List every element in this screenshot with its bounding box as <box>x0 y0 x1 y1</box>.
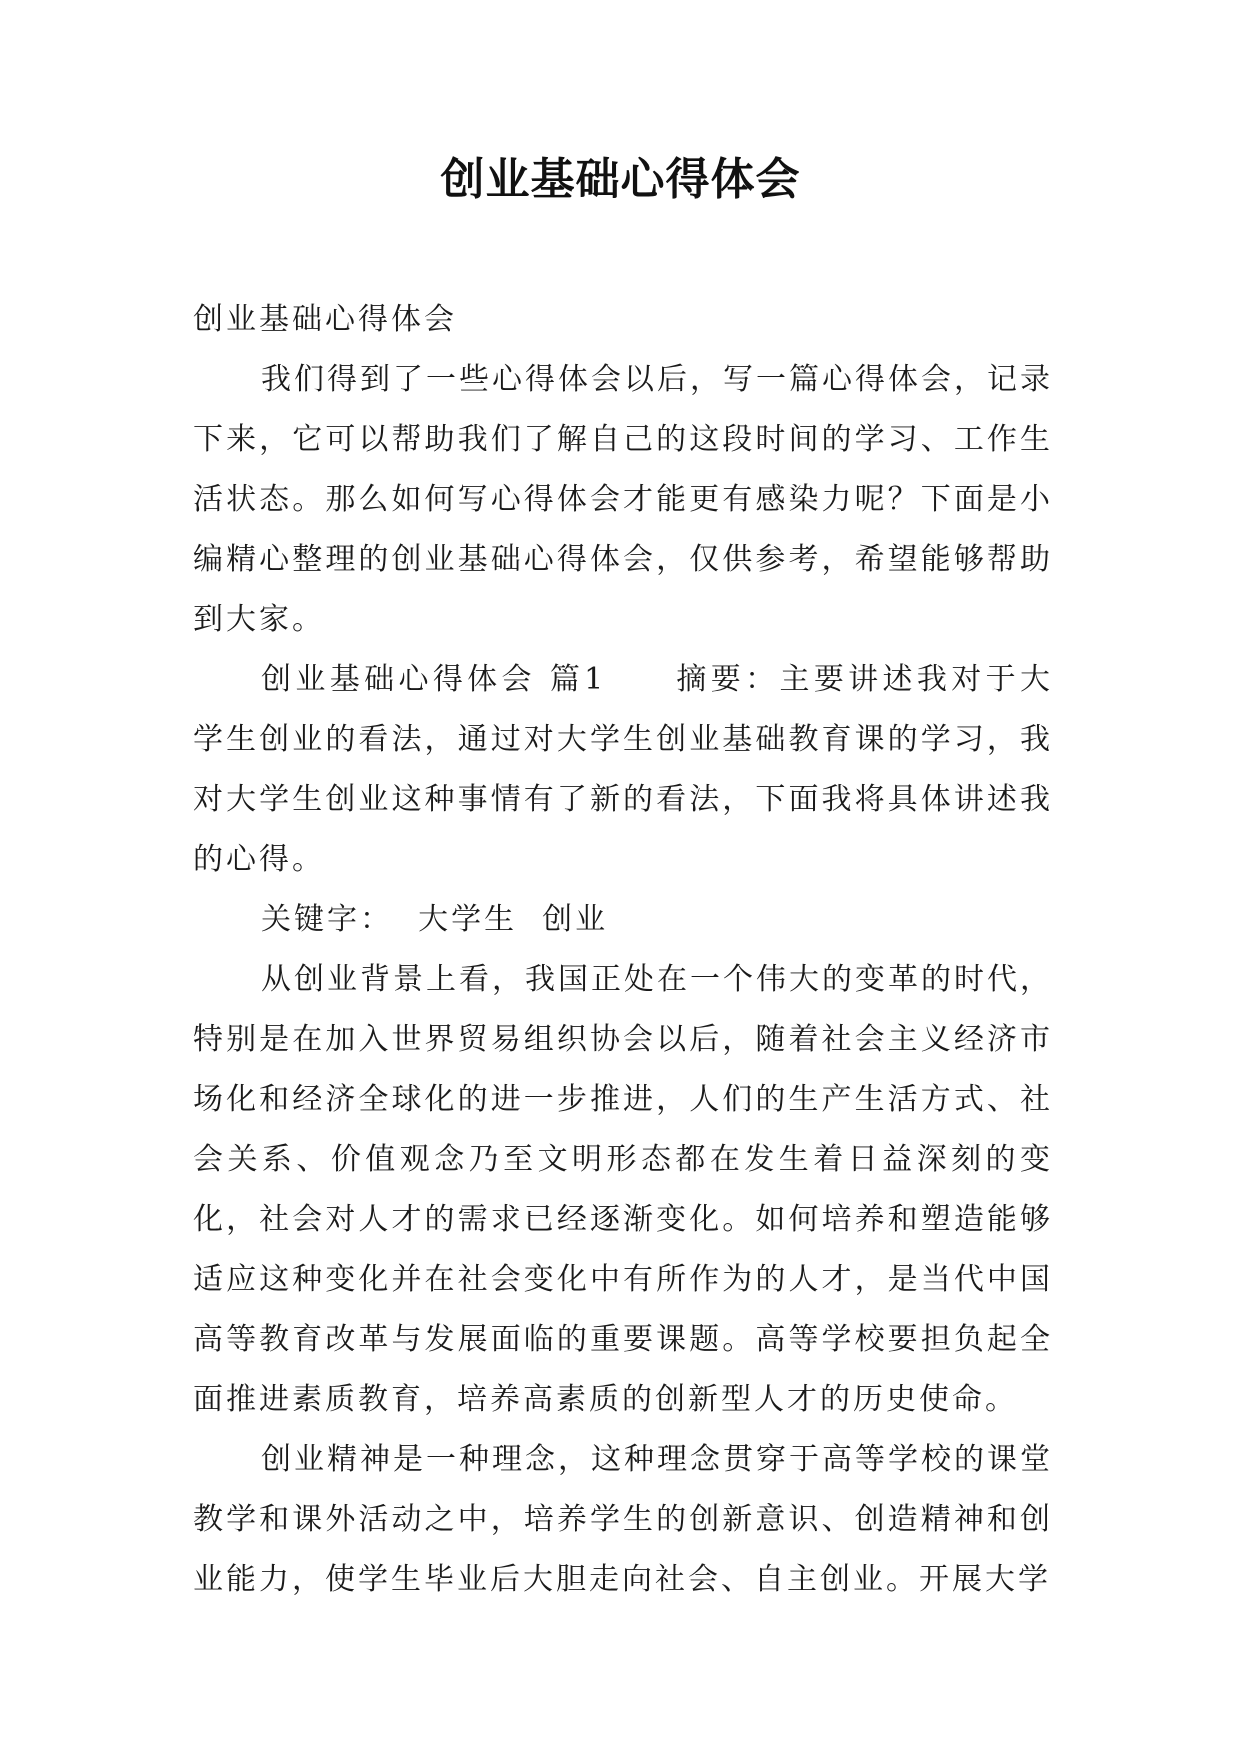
paragraph-entrepreneurship-spirit: 创业精神是一种理念，这种理念贯穿于高等学校的课堂教学和课外活动之中，培养学生的创新意识、创造精神和创业能力，使学生毕业后大胆走向社会、自主创业。开展大学 <box>193 1442 1053 1597</box>
paragraph-heading: 创业基础心得体会 <box>193 302 457 337</box>
paragraph-background: 从创业背景上看，我国正处在一个伟大的变革的时代，特别是在加入世界贸易组织协会以后，随着社会主义经济市场化和经济全球化的进一步推进，人们的生产生活方式、社会关系、价值观念乃至文明形态都在发生着日益深刻的变化，社会对人才的需求已经逐渐变化。如何培养和塑造能够适应这种变化并在社会变化中有所作为的人才，是当代中国高等教育改革与发展面临的重要课题。高等学校要担负起全面推进素质教育，培养高素质的创新型人才的历史使命。 <box>193 962 1053 1417</box>
document-title: 创业基础心得体会 <box>440 154 801 205</box>
paragraph-keywords: 关键字： 大学生 创业 <box>261 902 609 937</box>
document-body <box>193 290 1053 1610</box>
paragraph-intro: 我们得到了一些心得体会以后，写一篇心得体会，记录下来，它可以帮助我们了解自己的这段时间的学习、工作生活状态。那么如何写心得体会才能更有感染力呢？下面是小编精心整理的创业基础心得体会，仅供参考，希望能够帮助到大家。 <box>193 362 1053 637</box>
paragraph-abstract: 创业基础心得体会 篇1 摘要：主要讲述我对于大学生创业的看法，通过对大学生创业基础教育课的学习，我对大学生创业这种事情有了新的看法，下面我将具体讲述我的心得。 <box>193 662 1053 877</box>
